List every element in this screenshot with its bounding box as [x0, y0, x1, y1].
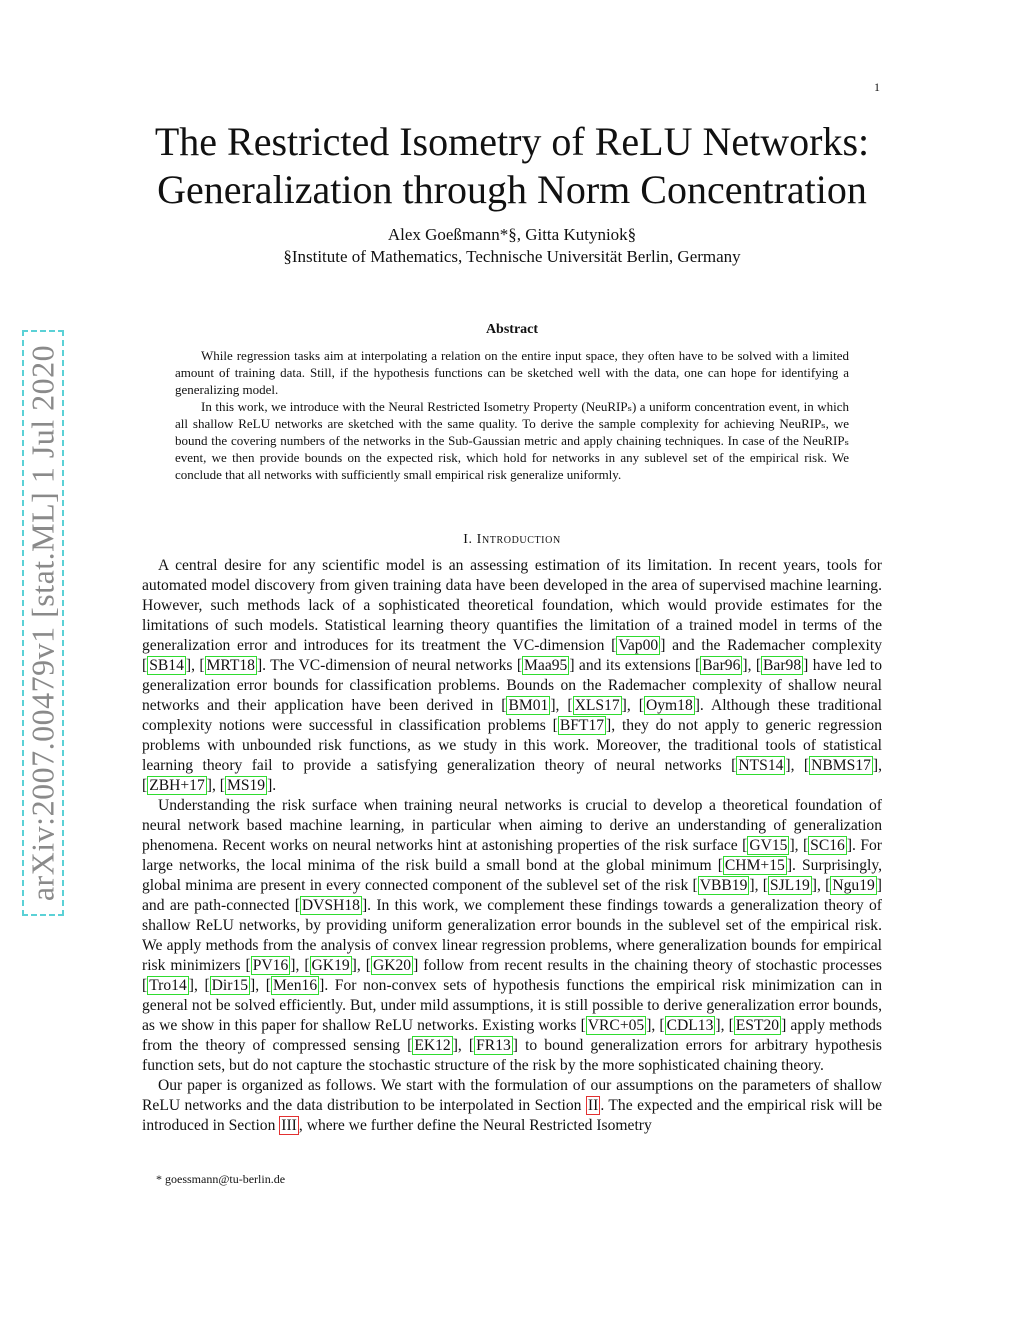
citation-link[interactable]: CHM+15	[724, 857, 785, 874]
main-body	[142, 556, 882, 1136]
text-run: ], [	[550, 697, 573, 714]
intro-paragraph-3	[142, 1076, 882, 1136]
text-run: ], [	[142, 757, 883, 794]
citation-link[interactable]: Bar96	[702, 657, 741, 674]
footnote: * goessmann@tu-berlin.de	[156, 1172, 286, 1186]
affiliation: §Institute of Mathematics, Technische Universität Berlin, Germany	[283, 247, 741, 266]
citation-link[interactable]: Tro14	[149, 977, 187, 994]
citation-link[interactable]: Men16	[272, 977, 318, 994]
text-run: ]. In this work, we complement these findings towards a generalization theory of shallow ReLU networks, by providing uniform generalization error bounds in the sublevel set of the empirical risk. We apply methods from the analysis of convex linear regression problems, where generalization bounds for empirical risk minimizers [	[142, 897, 882, 974]
text-run: ]. The VC-dimension of neural networks [	[256, 657, 523, 674]
title-line-1: The Restricted Isometry of ReLU Networks:	[154, 119, 870, 164]
citation-link[interactable]: Vap00	[618, 637, 659, 654]
text-run: ]. Although these traditional complexity notions were successful in classification problems [	[142, 697, 882, 734]
text-run: ] and its extensions [	[569, 657, 701, 674]
citation-link[interactable]: MRT18	[206, 657, 255, 674]
citation-link[interactable]: SB14	[149, 657, 184, 674]
text-run: ], [	[742, 657, 762, 674]
arxiv-stamp: arXiv:2007.00479v1 [stat.ML] 1 Jul 2020	[24, 344, 61, 902]
citation-link[interactable]: GK19	[311, 957, 350, 974]
abstract-paragraph: In this work, we introduce with the Neural Restricted Isometry Property (NeuRIPₛ) a uniform concentration event, in which all shallow ReLU networks are sketched with the same quality. To derive the sample complexity for achieving NeuRIPₛ, we bound the covering numbers of the networks in the Sub-Gaussian metric and apply chaining techniques. In case of the NeuRIPₛ event, we then provide bounds on the expected risk, which hold for networks in any sublevel set of the empirical risk. We conclude that all networks with sufficiently small empirical risk generalize uniformly.	[175, 399, 849, 482]
section-ref-link[interactable]: II	[587, 1097, 599, 1114]
citation-link[interactable]: Bar98	[763, 657, 802, 674]
citation-link[interactable]: DVSH18	[301, 897, 360, 914]
text-run: ]. For non-convex sets of hypothesis functions the empirical risk minimization can in general not be solved efficiently. But, under mild assumptions, it is still possible to derive generalization error bounds, as we show in this paper for shallow ReLU networks. Existing works [	[142, 977, 883, 1034]
text-run: ], [	[621, 697, 644, 714]
section-heading: I. Introduction	[463, 532, 561, 547]
text-run: ], [	[188, 977, 210, 994]
text-run: . The expected and the empirical risk will be introduced in Section	[142, 1097, 883, 1134]
citation-link[interactable]: ZBH+17	[149, 777, 205, 794]
text-run: ], [	[185, 657, 205, 674]
text-run: ], [	[452, 1037, 475, 1054]
citation-link[interactable]: NBMS17	[811, 757, 871, 774]
citation-link[interactable]: SJL19	[769, 877, 810, 894]
text-run: ], [	[250, 977, 271, 994]
citation-link[interactable]: NTS14	[738, 757, 784, 774]
citation-link[interactable]: XLS17	[574, 697, 620, 714]
text-run: ] to bound generalization errors for arbitrary hypothesis function sets, but do not capture the stochastic structure of the risk by the more sophisticated chaining theory.	[142, 1037, 883, 1074]
text-run: ] and are path-connected [	[142, 877, 882, 914]
citation-link[interactable]: VBB19	[699, 877, 748, 894]
citation-link[interactable]: Maa95	[524, 657, 568, 674]
citation-link[interactable]: BFT17	[559, 717, 605, 734]
text-run: ], they do not apply to generic regression problems with unbounded risk functions, as we study in this work. Moreover, the traditional tools of statistical learning theory fail to provide a satisfying generalization theory of neural networks [	[142, 717, 882, 774]
text-run: Understanding the risk surface when training neural networks is crucial to develop a theoretical foundation of neural network based machine learning, in particular when aiming to derive an understanding of generalization phenomena. Recent works on neural networks hint at astonishing properties of the risk surface [	[142, 797, 882, 854]
citation-link[interactable]: Ngu19	[832, 877, 875, 894]
citation-link[interactable]: Oym18	[645, 697, 693, 714]
authors: Alex Goeßmann*§, Gitta Kutyniok§	[387, 225, 637, 244]
citation-link[interactable]: CDL13	[666, 1017, 714, 1034]
text-run: ].	[267, 777, 277, 794]
citation-link[interactable]: PV16	[252, 957, 289, 974]
abstract-title: Abstract	[485, 322, 539, 337]
paper-title	[0, 118, 1024, 214]
citation-link[interactable]: GV15	[749, 837, 788, 854]
text-run: ]. Surprisingly, global minima are present in every connected component of the sublevel set of the risk [	[142, 857, 883, 894]
citation-link[interactable]: MS19	[226, 777, 266, 794]
text-run: ], [	[206, 777, 225, 794]
text-run: ], [	[351, 957, 371, 974]
text-run: , where we further define the Neural Restricted Isometry	[298, 1117, 652, 1134]
citation-link[interactable]: FR13	[476, 1037, 511, 1054]
citation-link[interactable]: Dir15	[211, 977, 249, 994]
text-run: ], [	[811, 877, 831, 894]
citation-link[interactable]: BM01	[508, 697, 549, 714]
intro-paragraph-2	[142, 796, 882, 1076]
text-run: ], [	[749, 877, 768, 894]
abstract-body	[175, 347, 849, 483]
title-line-2: Generalization through Norm Concentration	[157, 167, 867, 212]
text-run: Our paper is organized as follows. We start with the formulation of our assumptions on the parameters of shallow ReLU networks and the data distribution to be interpolated in Section	[142, 1077, 882, 1114]
citation-link[interactable]: EK12	[414, 1037, 451, 1054]
citation-link[interactable]: GK20	[372, 957, 412, 974]
section-ref-link[interactable]: III	[281, 1117, 297, 1134]
citation-link[interactable]: EST20	[735, 1017, 780, 1034]
text-run: ], [	[646, 1017, 665, 1034]
text-run: ], [	[789, 837, 809, 854]
text-run: ], [	[785, 757, 810, 774]
citation-link[interactable]: SC16	[810, 837, 845, 854]
text-run: ] have led to generalization error bounds for classification problems. Bounds on the Rademacher complexity of shallow neural networks and their application have been derived in [	[142, 657, 883, 714]
text-run: ]. For large networks, the local minima of the risk build a small bond at the global minimum [	[142, 837, 883, 874]
citation-link[interactable]: VRC+05	[587, 1017, 645, 1034]
text-run: ] and the Rademacher complexity [	[142, 637, 882, 674]
text-run: ] apply methods from the theory of compressed sensing [	[142, 1017, 882, 1054]
text-run: ], [	[290, 957, 310, 974]
page-number: 1	[874, 80, 880, 94]
intro-paragraph-1	[142, 556, 882, 796]
text-run: ], [	[715, 1017, 734, 1034]
text-run: A central desire for any scientific model is an assessing estimation of its limitation. In recent years, tools for automated model discovery from given training data have been developed in the area of supervised machine learning. However, such methods lack of a sophisticated theoretical foundation, which would provide estimates for the limitations of such models. Statistical learning theory quantifies the limitation of a trained model in terms of the generalization error and introduces for its treatment the VC-dimension [	[142, 557, 882, 654]
abstract-paragraph: While regression tasks aim at interpolating a relation on the entire input space, they often have to be solved with a limited amount of training data. Still, if the hypothesis functions can be sketched well with the data, one can hope for identifying a generalizing model.	[175, 348, 849, 397]
text-run: ] follow from recent results in the chaining theory of stochastic processes [	[142, 957, 882, 994]
